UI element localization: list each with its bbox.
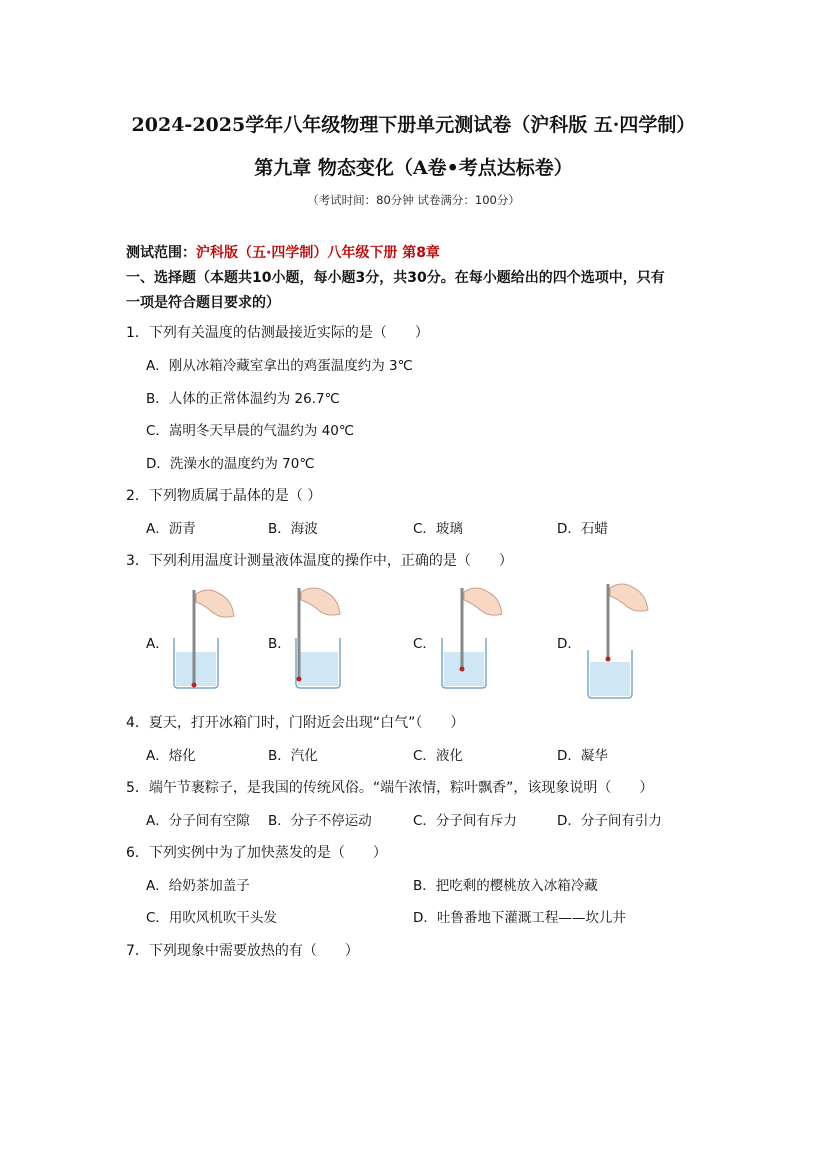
q5-option-b: B．分子不停运动 xyxy=(268,813,372,829)
beaker-figure-b xyxy=(290,580,362,690)
q2-option-c: C．玻璃 xyxy=(413,521,463,537)
q6-option-c: C．用吹风机吹干头发 xyxy=(146,910,277,926)
test-scope xyxy=(126,243,440,263)
q3-option-d: D． xyxy=(557,636,581,652)
q6-option-a: A．给奶茶加盖子 xyxy=(146,878,250,894)
q2-option-b: B．海波 xyxy=(268,521,318,537)
q5-option-c: C．分子间有斥力 xyxy=(413,813,517,829)
question-5: 5．端午节裹粽子，是我国的传统风俗。“端午浓情，粽叶飘香”，该现象说明（ ） xyxy=(126,780,654,796)
question-6: 6．下列实例中为了加快蒸发的是（ ） xyxy=(126,845,387,861)
beaker-figure-c xyxy=(436,580,508,690)
scope-value: 沪科版（五·四学制）八年级下册 第8章 xyxy=(196,245,440,261)
q3-option-c: C． xyxy=(413,636,436,652)
q2-option-d: D．石蜡 xyxy=(557,521,608,537)
exam-info: （考试时间：80分钟 试卷满分：100分） xyxy=(307,193,520,207)
scope-label: 测试范围： xyxy=(126,245,196,261)
q5-option-d: D．分子间有引力 xyxy=(557,813,662,829)
q3-option-a: A． xyxy=(146,636,169,652)
section-heading: 一、选择题（本题共10小题，每小题3分，共30分。在每小题给出的四个选项中，只有 xyxy=(126,270,665,286)
q1-option-c: C．嵩明冬天早晨的气温约为 40℃ xyxy=(146,423,355,439)
q1-option-b: B．人体的正常体温约为 26.7℃ xyxy=(146,391,340,407)
beaker-figure-a xyxy=(168,580,240,690)
q4-option-d: D．凝华 xyxy=(557,748,608,764)
q5-option-a: A．分子间有空隙 xyxy=(146,813,250,829)
q2-option-a: A．沥青 xyxy=(146,521,196,537)
q3-option-b: B． xyxy=(268,636,291,652)
beaker-figure-d xyxy=(582,580,654,700)
q4-option-a: A．熔化 xyxy=(146,748,196,764)
question-3: 3．下列利用温度计测量液体温度的操作中，正确的是（ ） xyxy=(126,553,513,569)
q6-option-b: B．把吃剩的樱桃放入冰箱冷藏 xyxy=(413,878,598,894)
section-heading-cont: 一项是符合题目要求的） xyxy=(126,295,280,311)
q1-option-d: D．洗澡水的温度约为 70℃ xyxy=(146,456,315,472)
question-1: 1．下列有关温度的估测最接近实际的是（ ） xyxy=(126,325,429,341)
q4-option-b: B．汽化 xyxy=(268,748,318,764)
question-2: 2．下列物质属于晶体的是（ ） xyxy=(126,488,322,504)
q4-option-c: C．液化 xyxy=(413,748,463,764)
q1-option-a: A．刚从冰箱冷藏室拿出的鸡蛋温度约为 3℃ xyxy=(146,358,413,374)
q6-option-d: D．吐鲁番地下灌溉工程——坎儿井 xyxy=(413,910,626,926)
chapter-title: 第九章 物态变化（A卷•考点达标卷） xyxy=(254,157,573,179)
question-4: 4．夏天，打开冰箱门时，门附近会出现“白气”（ ） xyxy=(126,715,465,731)
question-7: 7．下列现象中需要放热的有（ ） xyxy=(126,943,359,959)
exam-title: 2024-2025学年八年级物理下册单元测试卷（沪科版 五·四学制） xyxy=(131,114,696,136)
